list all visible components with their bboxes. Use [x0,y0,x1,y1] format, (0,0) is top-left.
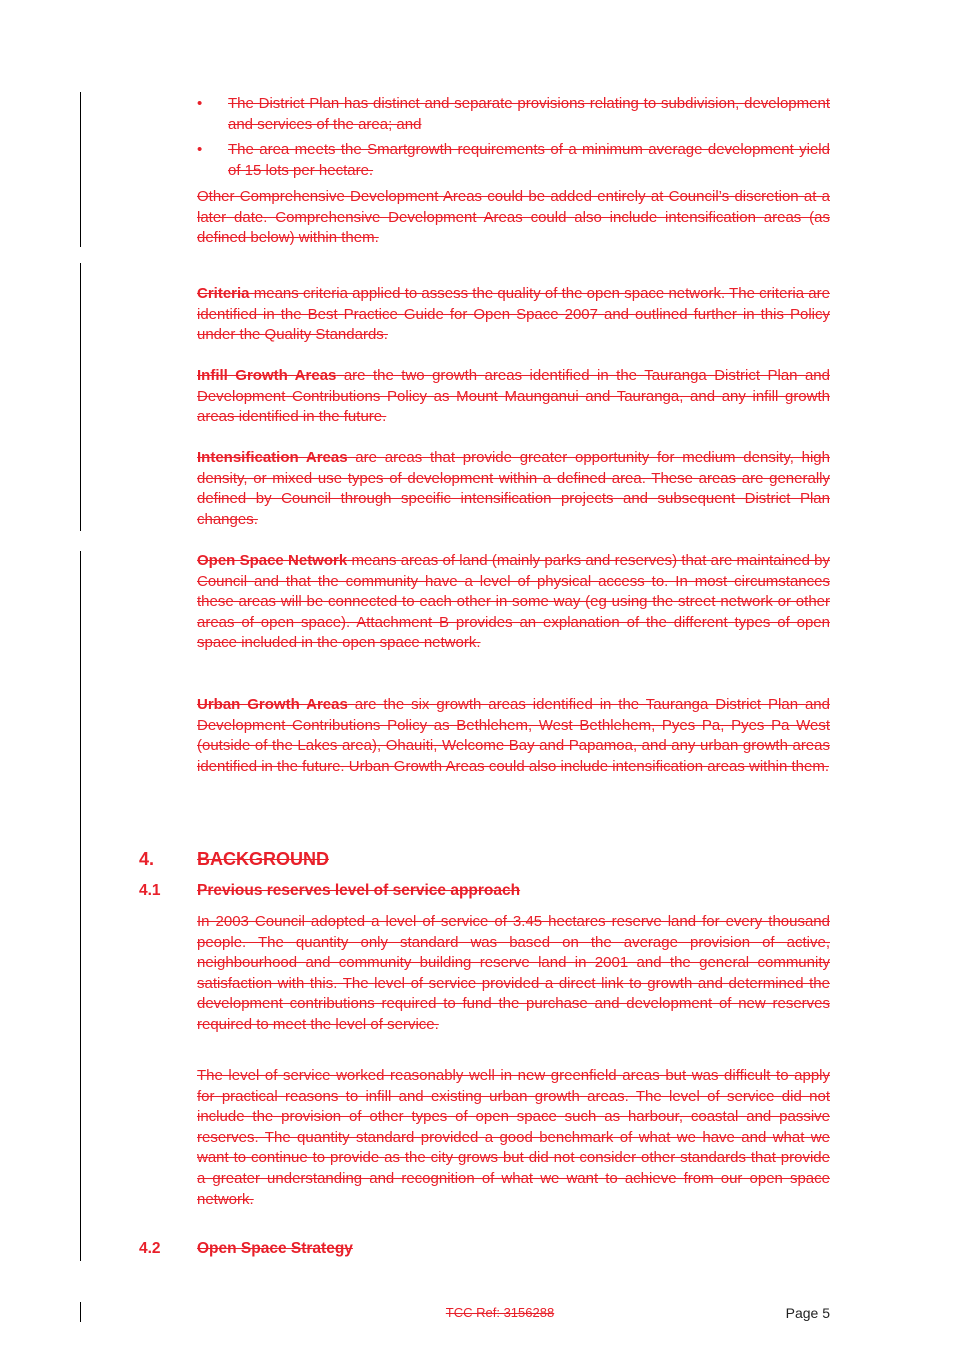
definition-text: means areas of land (mainly parks and reserves) that are maintained by Council and that the community have a level of physical access to. In most circumstances these areas will be connected to each other in some way (eg using the street network or other areas of open space). Attachment B provides an explanation of the different types of open space included in the open space network. [197,552,831,652]
definition-term: Infill Growth Areas [197,367,337,384]
bullet-icon: • [197,141,203,159]
definition-text: are the six growth areas identified in the Tauranga District Plan and Development Contributions Policy as Bethlehem, West Bethlehem, Pyes Pa, Pyes Pa West (outside of the Lakes area), Ohauiti, Welcome Bay and Papamoa, and any urban growth areas identified in the future. Urban Growth Areas could also include intensification areas within them. [197,696,830,775]
definition-intensification-areas [197,448,830,530]
bullet-item [197,140,830,181]
definition-urban-growth-areas [197,695,830,777]
comprehensive-paragraph [197,187,830,249]
section-4-1-paragraph [197,1066,830,1210]
change-bar [80,92,81,247]
definition-infill-growth-areas [197,366,830,428]
paragraph-text: In 2003 Council adopted a level of service of 3.45 hectares reserve land for every thousand people. The quantity only standard was based on the average provision of active, neighbourhood and community building reserve land in 2001 and the general community satisfaction with this. The level of service provided a direct link to growth and determined the development contributions required to fund the purchase and development of new reserves required to meet the level of service. [197,913,830,1033]
change-bar [80,1302,81,1322]
paragraph-text: Other Comprehensive Development Areas could be added entirely at Council’s discretion at a later date. Comprehensive Development Areas could also include intensification areas (as defined below) within them. [197,188,830,247]
subsection-title: Open Space Strategy [197,1240,353,1257]
change-bar [80,551,81,1261]
bullet-item [197,94,830,135]
bullet-text: The District Plan has distinct and separate provisions relating to subdivision, development and services of the area; and [228,95,830,133]
change-bar [80,263,81,531]
definition-text: are areas that provide greater opportunity for medium density, high density, or mixed use types of development within a defined area. These areas are generally defined by Council through specific intensification projects and subsequent District Plan changes. [197,449,830,528]
subsection-number: 4.2 [139,1240,161,1257]
bullet-text: The area meets the Smartgrowth requirements of a minimum average development yield of 15 lots per hectare. [228,141,830,179]
section-heading [139,849,329,870]
footer-reference: TCC Ref: 3156288 [445,1305,555,1320]
definition-term: Intensification Areas [197,449,348,466]
definition-criteria [197,284,830,346]
subsection-number: 4.1 [139,882,161,899]
bullet-list [197,94,830,186]
definition-open-space-network [197,551,830,654]
subsection-heading [139,1240,353,1258]
subsection-heading [139,882,520,900]
page-number: Page 5 [785,1305,830,1321]
bullet-icon: • [197,95,203,112]
definition-term: Urban Growth Areas [197,696,348,713]
definition-text: means criteria applied to assess the quality of the open space network. The criteria are identified in the Best Practice Guide for Open Space 2007 and outlined further in this Policy under the Quality Standards. [197,285,830,344]
section-title: BACKGROUND [197,849,329,869]
section-4-1-paragraph [197,912,830,1036]
paragraph-text: The level of service worked reasonably well in new greenfield areas but was difficult to apply for practical reasons to infill and existing urban growth areas. The level of service did not include the provision of other types of open space such as harbour, coastal and passive reserves. The quantity standard provided a good benchmark of what we have and what we want to continue to provide as the city grows but did not consider other standards that provide a greater understanding and recognition of what we want to achieve from our open space network. [197,1067,830,1208]
subsection-title: Previous reserves level of service approach [197,882,521,899]
section-number: 4. [139,849,155,869]
definition-text: are the two growth areas identified in the Tauranga District Plan and Development Contributions Policy as Mount Maunganui and Tauranga, and any infill growth areas identified in the future. [197,367,830,426]
definition-term: Open Space Network [197,552,348,569]
definition-term: Criteria [197,285,250,302]
